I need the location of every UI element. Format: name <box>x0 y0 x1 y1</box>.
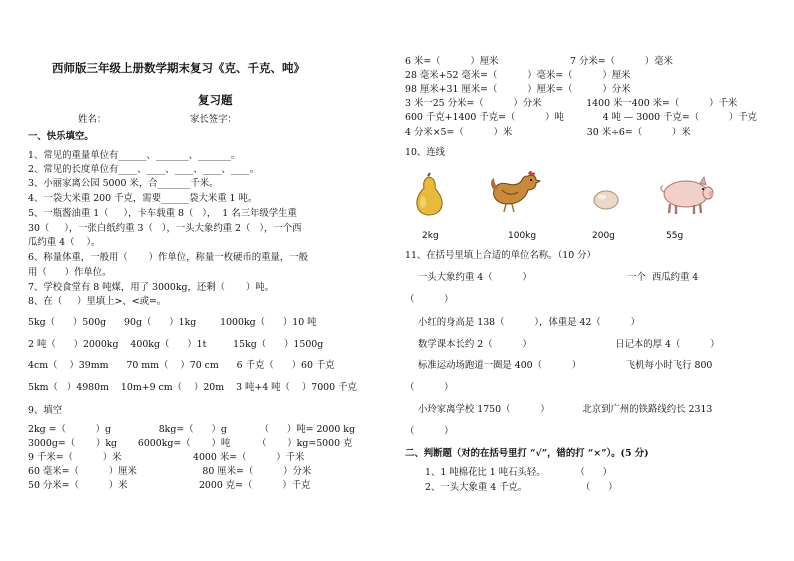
q11-line: （ ） <box>405 294 454 305</box>
weight-label: 100kg <box>508 231 537 241</box>
document-subtitle: 复习题 <box>198 93 233 107</box>
q6-line1: 6、称量体重，一般用（ ）作单位，称量一枚硬币的重量，一般 <box>28 252 308 263</box>
compare-row: 5kg（ ）500g 90g（ ）1kg 1000kg（ ）10 吨 <box>28 317 317 328</box>
weight-label: 200g <box>592 231 615 241</box>
q9-line: 60 毫米=（ ）厘米 80 厘米=（ ）分米 <box>28 466 312 477</box>
q6-line2: 用（ ）作单位。 <box>28 267 112 278</box>
q11-line: 一头大象约重 4（ ） 一个 西瓜约重 4 <box>418 272 699 283</box>
q11-line: 小玲家离学校 1750（ ） 北京到广州的铁路线约长 2313 <box>418 404 713 415</box>
section1-heading: 一、快乐填空。 <box>28 131 94 142</box>
q11-line: 数学课本长约 2（ ） 日记本的厚 4（ ） <box>418 339 720 350</box>
document-title: 西师版三年级上册数学期末复习《克、千克、吨》 <box>52 61 305 75</box>
pig-icon <box>656 174 716 216</box>
q5-line1: 5、一瓶酱油重 1（ ），卡车载重 8（ ）， 1 名三年级学生重 <box>28 208 297 219</box>
hen-icon <box>488 168 544 214</box>
q9-heading: 9、填空 <box>28 405 63 416</box>
q4-line: 4、一袋大米重 200 千克，需要______袋大米重 1 吨。 <box>28 193 258 204</box>
compare-row: 5km（ ）4980m 10m+9 cm（ ）20m 3 吨+4 吨（ ）7000 千克 <box>28 382 357 393</box>
q11-line: （ ） <box>405 382 454 393</box>
egg-icon <box>592 189 620 211</box>
q8-line: 8、在（ ）里填上>、<或=。 <box>28 296 167 307</box>
q7-line: 7、学校食堂有 8 吨煤，用了 3000kg，还剩（ ）吨。 <box>28 282 275 293</box>
pear-icon <box>412 172 446 216</box>
name-label: 姓名： <box>78 114 107 125</box>
q9-line: 9 千米=（ ）米 4000 米=（ ）千米 <box>28 452 305 463</box>
compare-row: 4cm（ ）39mm 70 mm（ ）70 cm 6 千克（ ）60 千克 <box>28 360 335 371</box>
q10-heading: 10、连线 <box>405 147 446 158</box>
q11-line: 标准运动场跑道一圈是 400（ ） 飞机每小时飞行 800 <box>418 360 713 371</box>
q11-line: （ ） <box>405 426 454 437</box>
conversion-line: 6 米=（ ）厘米 7 分米=（ ）毫米 <box>405 56 673 67</box>
q11-line: 小红的身高是 138（ ），体重是 42（ ） <box>418 317 640 328</box>
q11-heading: 11、在括号里填上合适的单位名称。（10 分） <box>405 250 596 261</box>
q1-line: 1、常见的重量单位有______、_______、_______。 <box>28 150 241 161</box>
conversion-line: 600 千克+1400 千克=（ ）吨 4 吨 — 3000 千克=（ ）千克 <box>405 112 757 123</box>
weight-label: 55g <box>666 231 684 241</box>
section2-heading: 二、判断题（对的在括号里打 “√”，错的打 “×”）。(5 分) <box>405 448 649 459</box>
q5-line3: 瓜约重 4（ ）。 <box>28 237 101 248</box>
conversion-line: 28 毫米+52 毫米=（ ）毫米=（ ）厘米 <box>405 70 631 81</box>
q5-line2: 30（ ），一张白纸约重 3（ ），一头大象约重 2（ ），一个西 <box>28 223 302 234</box>
compare-row: 2 吨（ ）2000kg 400kg（ ）1t 15kg（ ）1500g <box>28 339 324 350</box>
q9-line: 3000g=（ ）kg 6000kg=（ ）吨 （ ）kg=5000 克 <box>28 438 353 449</box>
parent-signature-label: 家长签字： <box>190 114 237 125</box>
q2-line: 2、常见的长度单位有____、____、____、____、____。 <box>28 164 259 175</box>
conversion-line: 98 厘米+31 厘米=（ ）厘米=（ ）分米 <box>405 84 631 95</box>
judge-line: 2、一头大象重 4 千克。 （ ） <box>425 482 618 493</box>
weight-label: 2kg <box>422 231 439 241</box>
conversion-line: 3 米一25 分米=（ ）分米 1400 米一400 米=（ ）千米 <box>405 98 738 109</box>
q9-line: 50 分米=（ ）米 2000 克=（ ）千克 <box>28 480 311 491</box>
judge-line: 1、1 吨棉花比 1 吨石头轻。 （ ） <box>425 467 613 478</box>
q3-line: 3、小丽家离公园 5000 米，合_______千米。 <box>28 178 219 189</box>
q9-line: 2kg =（ ）g 8kg=（ ）g （ ）吨= 2000 kg <box>28 424 355 435</box>
conversion-line: 4 分米×5=（ ）米 30 米÷6=（ ）米 <box>405 127 691 138</box>
